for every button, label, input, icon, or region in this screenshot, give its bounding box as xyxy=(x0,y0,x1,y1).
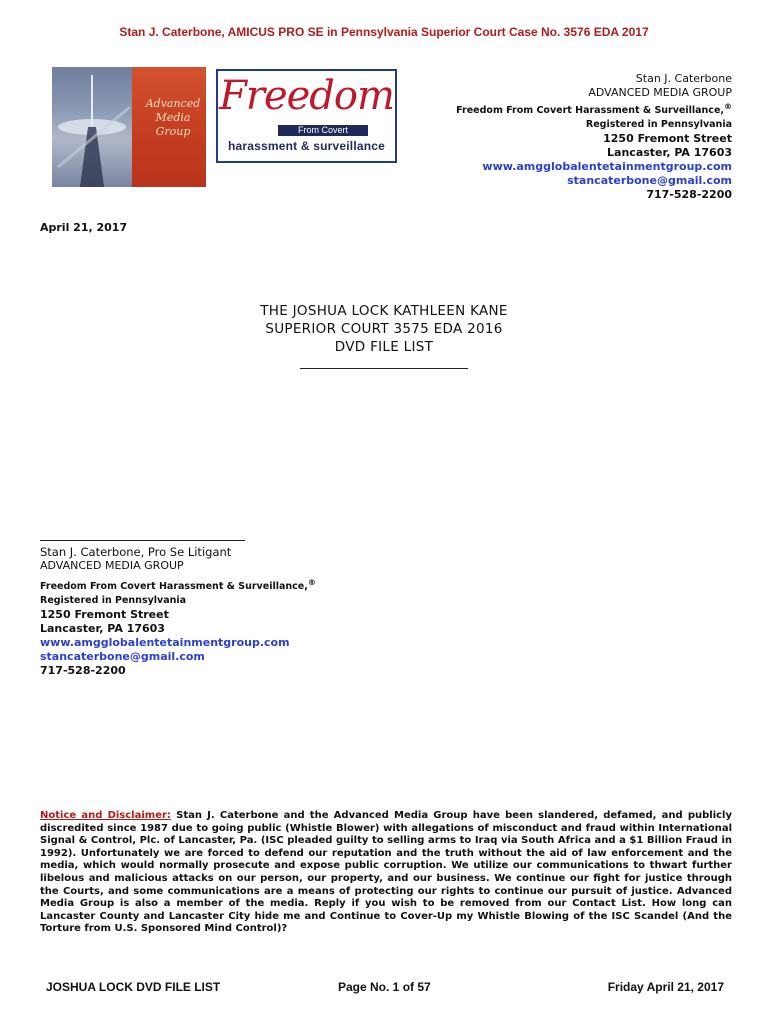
title-underline xyxy=(300,368,468,369)
letter-date: April 21, 2017 xyxy=(40,221,128,234)
signature-city: Lancaster, PA 17603 xyxy=(40,622,165,636)
notice-text: Stan J. Caterbone and the Advanced Media Group have been slandered, defamed, and publicly discredited since 1987 due to going public (Whistle Blower) with allegations of misconduct and fraud within International Signal & Control, Plc. of Lancaster, Pa. (ISC pleaded guilty to selling arms to Iraq via South Africa and a $1 Billion Fraud in 1992). Unfortunately we are forced to defend our reputation and the truth without the aid of law enforcement and the media, which would normally prosecute and expose public corruption. We utilize our communications to thwart further libelous and malicious attacks on our person, our property, and our business. We continue our fight for justice through the Courts, and some communications are a means of protecting our rights to continue our pursuit of justice. Advanced Media Group is also a member of the media. Reply if you wish to be removed from our Contact List. How long can Lancaster County and Lancaster City hide me and Continue to Cover-Up my Whistle Blowing of the ISC Scandel (And the Torture from U.S. Sponsored Mind Control)? xyxy=(40,810,733,935)
title-line-2: SUPERIOR COURT 3575 EDA 2016 xyxy=(265,321,503,337)
signature-street: 1250 Fremont Street xyxy=(40,608,169,622)
footer-date: Friday April 21, 2017 xyxy=(607,980,724,994)
signature-line xyxy=(40,540,245,541)
signature-org xyxy=(40,576,316,594)
footer-page-number: Page No. 1 of 57 xyxy=(338,980,431,994)
letterhead-org-text: Freedom From Covert Harassment & Surveillance, xyxy=(456,105,724,117)
title-line-1: THE JOSHUA LOCK KATHLEEN KANE xyxy=(260,303,508,319)
letterhead-phone: 717-528-2200 xyxy=(646,188,732,202)
letterhead-address xyxy=(456,72,732,202)
amg-logo-text: Advanced Media Group xyxy=(145,97,201,138)
letterhead-org xyxy=(456,100,732,118)
signature-company: ADVANCED MEDIA GROUP xyxy=(40,559,184,572)
letterhead-company: ADVANCED MEDIA GROUP xyxy=(588,86,732,99)
notice-disclaimer xyxy=(40,810,732,936)
notice-label: Notice and Disclaimer: xyxy=(40,810,171,821)
letterhead-email-link[interactable]: stancaterbone@gmail.com xyxy=(567,174,732,188)
signature-phone: 717-528-2200 xyxy=(40,664,126,678)
freedom-logo-title: Freedom xyxy=(219,73,394,119)
title-line-3: DVD FILE LIST xyxy=(334,339,434,355)
letterhead-city: Lancaster, PA 17603 xyxy=(607,146,732,160)
letterhead-website-link[interactable]: www.amgglobalentetainmentgroup.com xyxy=(482,160,732,174)
footer-document-name: JOSHUA LOCK DVD FILE LIST xyxy=(46,980,221,994)
registered-mark: ® xyxy=(724,102,732,111)
freedom-logo-tagline: harassment & surveillance xyxy=(227,139,386,153)
signature-email-link[interactable]: stancaterbone@gmail.com xyxy=(40,650,205,664)
signature-registered: Registered in Pennsylvania xyxy=(40,595,187,607)
signature-website-link[interactable]: www.amgglobalentetainmentgroup.com xyxy=(40,636,290,650)
letterhead-street: 1250 Fremont Street xyxy=(603,132,732,146)
freedom-logo-subtitle: From Covert xyxy=(278,125,368,136)
signature-org-text: Freedom From Covert Harassment & Surveillance, xyxy=(40,581,308,593)
signature-name: Stan J. Caterbone, Pro Se Litigant xyxy=(40,545,232,559)
signature-registered-mark: ® xyxy=(307,578,316,587)
freedom-logo xyxy=(216,69,397,163)
running-header: Stan J. Caterbone, AMICUS PRO SE in Pennsylvania Superior Court Case No. 3576 EDA 2017 xyxy=(119,25,649,39)
advanced-media-group-logo xyxy=(52,67,206,187)
letterhead-name: Stan J. Caterbone xyxy=(635,72,732,85)
letterhead-registered: Registered in Pennsylvania xyxy=(585,119,732,131)
signature-block xyxy=(40,545,316,678)
document-title xyxy=(0,302,768,374)
